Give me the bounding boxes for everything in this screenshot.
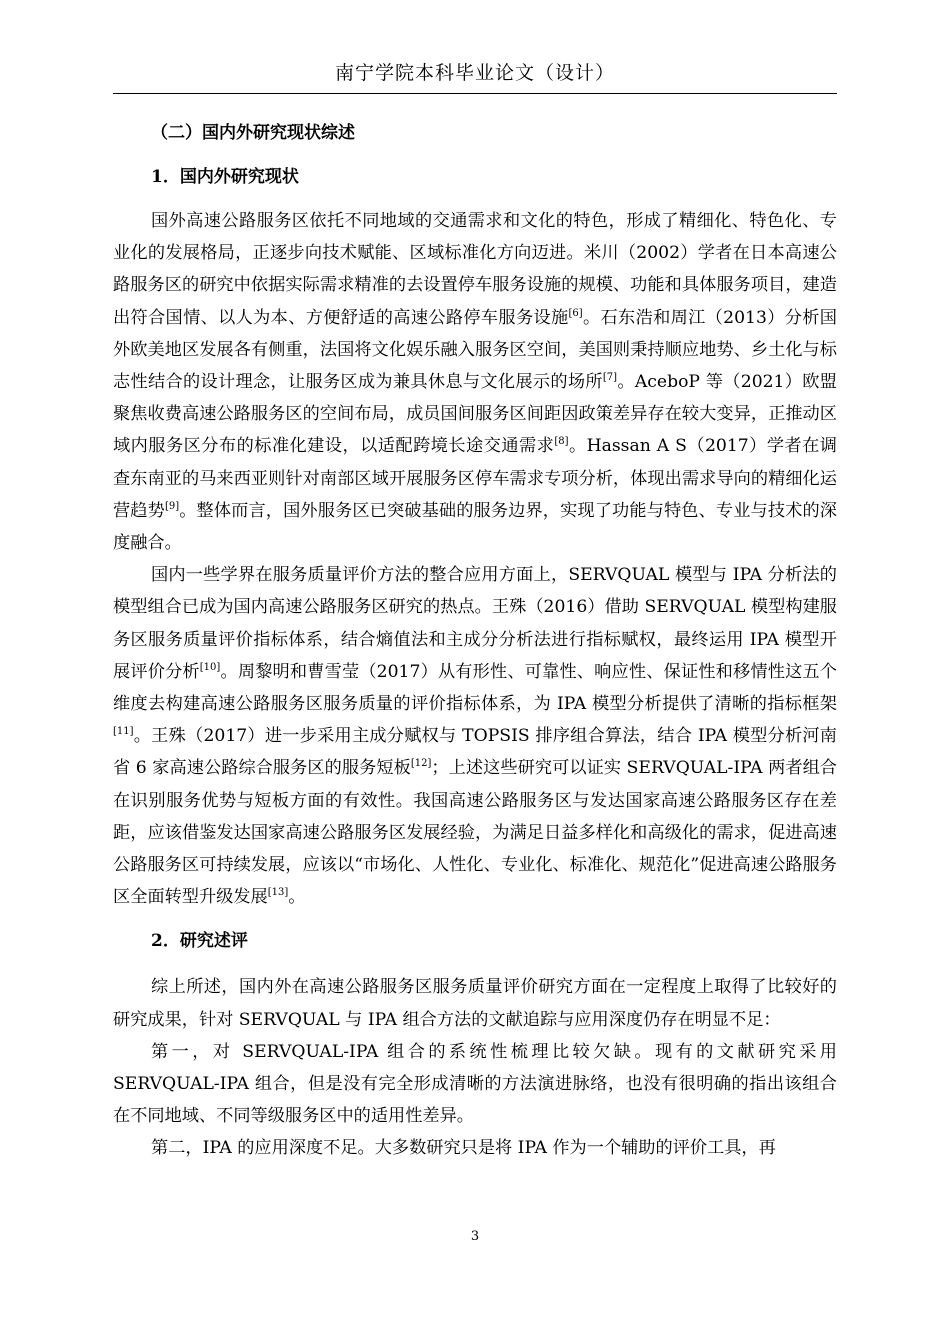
document-body	[113, 117, 837, 1165]
citation-ref: [8]	[554, 436, 569, 448]
citation-ref: [13]	[267, 887, 289, 899]
paragraph-text: 。石东浩和周江（2013）分析国外欧美地区发展各有侧重，法国将文化娱乐融入服务区空间，美国则秉持顺应地势、乡土化与标志性结合的设计理念，让服务区成为兼具休息与文化展示的场所	[113, 307, 837, 393]
paragraph-point-one	[113, 1036, 837, 1133]
paragraph-text: 。AceboP 等（2021）欧盟聚焦收费高速公路服务区的空间布局，成员国间服务区间距因政策差异存在较大变异，正推动区域内服务区分布的标准化建设，以适配跨境长途交通需求	[113, 372, 837, 457]
paragraph-text: 。	[288, 887, 306, 908]
paragraph-point-two	[113, 1132, 837, 1164]
page-number: 3	[470, 1229, 480, 1244]
running-header: 南宁学院本科毕业论文（设计）	[334, 62, 615, 84]
paragraph-review-summary	[113, 971, 837, 1035]
paragraph-text: 国外高速公路服务区依托不同地域的交通需求和文化的特色，形成了精细化、特色化、专业化的发展格局，正逐步向技术赋能、区域标准化方向迈进。米川（2002）学者在日本高速公路服务区的研究中依据实际需求精准的去设置停车服务设施的规模、功能和具体服务项目，建造出符合国情、以人为本、方便舒适的高速公路停车服务设施	[113, 211, 837, 328]
paragraph-text: 。王殊（2017）进一步采用主成分赋权与 TOPSIS 排序组合算法，结合 IPA 模型分析河南省 6 家高速公路综合服务区的服务短板	[113, 726, 837, 779]
paragraph-text: 综上所述，国内外在高速公路服务区服务质量评价研究方面在一定程度上取得了比较好的研究成果，针对 SERVQUAL 与 IPA 组合方法的文献追踪与应用深度仍存在明显不足：	[113, 977, 837, 1030]
citation-ref: [10]	[199, 661, 221, 673]
paragraph-text: 。整体而言，国外服务区已突破基础的服务边界，实现了功能与特色、专业与技术的深度融合。	[113, 500, 837, 554]
paragraph-text: 第二，IPA 的应用深度不足。大多数研究只是将 IPA 作为一个辅助的评价工具，再	[151, 1138, 776, 1159]
citation-ref: [7]	[602, 372, 618, 384]
section-heading: （二）国内外研究现状综述	[151, 123, 355, 143]
citation-ref: [12]	[410, 758, 432, 770]
paragraph-text: 国内一些学界在服务质量评价方法的整合应用方面上，SERVQUAL 模型与 IPA 分析法的模型组合已成为国内高速公路服务区研究的热点。王殊（2016）借助 SERVQUAL 模型构建服务区服务质量评价指标体系，结合熵值法和主成分分析法进行指标赋权，最终运用 IPA 模型开展评价分析	[113, 565, 837, 682]
paragraph-foreign-research	[113, 205, 837, 559]
paragraph-domestic-research	[113, 559, 837, 913]
subsection-heading-research-status: 1．国内外研究现状	[151, 167, 299, 187]
paragraph-text: ；上述这些研究可以证实 SERVQUAL-IPA 两者组合在识别服务优势与短板方面的有效性。我国高速公路服务区与发达国家高速公路服务区存在差距，应该借鉴发达国家高速公路服务区发展经验，为满足日益多样化和高级化的需求，促进高速公路服务区可持续发展，应该以“市场化、人性化、专业化、标准化、规范化”促进高速公路服务区全面转型升级发展	[113, 758, 837, 908]
paragraph-text: 第一，对 SERVQUAL-IPA 组合的系统性梳理比较欠缺。现有的文献研究采用 SERVQUAL-IPA 组合，但是没有完全形成清晰的方法演进脉络，也没有很明确的指出该组合在不同地域、不同等级服务区中的适用性差异。	[113, 1041, 837, 1127]
paragraph-text: 。周黎明和曹雪莹（2017）从有形性、可靠性、响应性、保证性和移情性这五个维度去构建高速公路服务区服务质量的评价指标体系，为 IPA 模型分析提供了清晰的指标框架	[113, 661, 837, 715]
subsection-heading-review: 2．研究述评	[151, 931, 248, 952]
citation-ref: [9]	[164, 500, 180, 512]
header-rule	[113, 93, 837, 94]
citation-ref: [6]	[568, 307, 583, 319]
paragraph-text: 。Hassan A S（2017）学者在调查东南亚的马来西亚则针对南部区域开展服务区停车需求专项分析，体现出需求导向的精细化运营趋势	[113, 436, 837, 521]
citation-ref: [11]	[113, 726, 134, 738]
